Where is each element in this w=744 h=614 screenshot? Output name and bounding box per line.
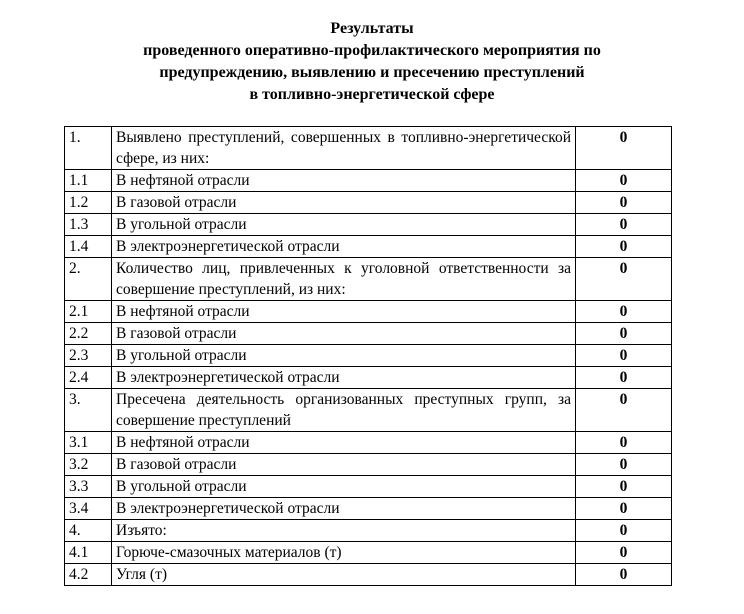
row-description-text: Горюче-смазочных материалов (т)	[116, 544, 342, 561]
row-value: 0	[576, 432, 672, 454]
row-value: 0	[576, 367, 672, 389]
row-number: 3.4	[65, 498, 112, 520]
title-line-2: проведенного оперативно-профилактического мероприятия по	[143, 42, 601, 59]
row-description-text: Изъято:	[116, 522, 167, 539]
row-number: 1.	[65, 127, 112, 170]
table-row	[65, 432, 672, 454]
row-description	[112, 323, 576, 345]
table-row	[65, 345, 672, 367]
row-value: 0	[576, 236, 672, 258]
row-number: 2.4	[65, 367, 112, 389]
row-description	[112, 476, 576, 498]
row-description-text: В электроэнергетической отрасли	[116, 238, 340, 255]
row-number: 3.1	[65, 432, 112, 454]
row-description-text: Пресечена деятельность организованных преступных групп, за совершение преступлений	[116, 391, 571, 429]
row-description	[112, 345, 576, 367]
row-description	[112, 258, 576, 301]
row-description	[112, 454, 576, 476]
row-value: 0	[576, 258, 672, 301]
table-row	[65, 476, 672, 498]
results-table	[64, 126, 672, 586]
table-row	[65, 258, 672, 301]
row-value: 0	[576, 127, 672, 170]
row-description	[112, 367, 576, 389]
row-description-text: В газовой отрасли	[116, 194, 237, 211]
table-row	[65, 564, 672, 586]
row-value: 0	[576, 564, 672, 586]
document-title	[0, 18, 744, 106]
row-description-text: Выявлено преступлений, совершенных в топливно-энергетической сфере, из них:	[116, 129, 571, 167]
table-row	[65, 520, 672, 542]
table-row	[65, 214, 672, 236]
title-line-3: предупреждению, выявлению и пресечению преступлений	[159, 64, 585, 81]
row-value: 0	[576, 389, 672, 432]
row-description-text: Количество лиц, привлеченных к уголовной ответственности за совершение преступлений, из них:	[116, 260, 571, 298]
row-description	[112, 236, 576, 258]
row-value: 0	[576, 498, 672, 520]
row-description	[112, 389, 576, 432]
table-row	[65, 323, 672, 345]
row-number: 3.	[65, 389, 112, 432]
table-row	[65, 498, 672, 520]
table-row	[65, 367, 672, 389]
table-row	[65, 236, 672, 258]
row-description	[112, 170, 576, 192]
table-row	[65, 301, 672, 323]
row-number: 1.3	[65, 214, 112, 236]
row-description-text: В электроэнергетической отрасли	[116, 369, 340, 386]
row-description	[112, 127, 576, 170]
row-value: 0	[576, 323, 672, 345]
row-value: 0	[576, 476, 672, 498]
row-value: 0	[576, 301, 672, 323]
row-number: 4.1	[65, 542, 112, 564]
row-description	[112, 192, 576, 214]
table-row	[65, 542, 672, 564]
row-value: 0	[576, 454, 672, 476]
row-number: 4.2	[65, 564, 112, 586]
row-description-text: В угольной отрасли	[116, 216, 247, 233]
row-description	[112, 214, 576, 236]
row-number: 2.3	[65, 345, 112, 367]
row-value: 0	[576, 520, 672, 542]
row-number: 3.3	[65, 476, 112, 498]
row-description-text: В газовой отрасли	[116, 325, 237, 342]
row-number: 1.4	[65, 236, 112, 258]
row-value: 0	[576, 345, 672, 367]
row-description-text: В угольной отрасли	[116, 478, 247, 495]
table-row	[65, 192, 672, 214]
row-description-text: Угля (т)	[116, 566, 168, 583]
table-row	[65, 127, 672, 170]
table-row	[65, 389, 672, 432]
row-description-text: В электроэнергетической отрасли	[116, 500, 340, 517]
table-row	[65, 170, 672, 192]
row-number: 2.	[65, 258, 112, 301]
row-description	[112, 542, 576, 564]
row-value: 0	[576, 170, 672, 192]
row-description-text: В нефтяной отрасли	[116, 434, 250, 451]
row-description	[112, 432, 576, 454]
row-number: 1.2	[65, 192, 112, 214]
title-line-1: Результаты	[330, 20, 414, 37]
row-number: 4.	[65, 520, 112, 542]
row-value: 0	[576, 192, 672, 214]
row-description-text: В угольной отрасли	[116, 347, 247, 364]
row-description-text: В нефтяной отрасли	[116, 172, 250, 189]
row-description-text: В нефтяной отрасли	[116, 303, 250, 320]
row-description	[112, 564, 576, 586]
row-value: 0	[576, 542, 672, 564]
table-row	[65, 454, 672, 476]
title-line-4: в топливно-энергетической сфере	[249, 86, 495, 103]
row-number: 2.1	[65, 301, 112, 323]
row-value: 0	[576, 214, 672, 236]
row-description	[112, 301, 576, 323]
row-number: 1.1	[65, 170, 112, 192]
row-description	[112, 520, 576, 542]
row-number: 3.2	[65, 454, 112, 476]
row-number: 2.2	[65, 323, 112, 345]
row-description	[112, 498, 576, 520]
row-description-text: В газовой отрасли	[116, 456, 237, 473]
